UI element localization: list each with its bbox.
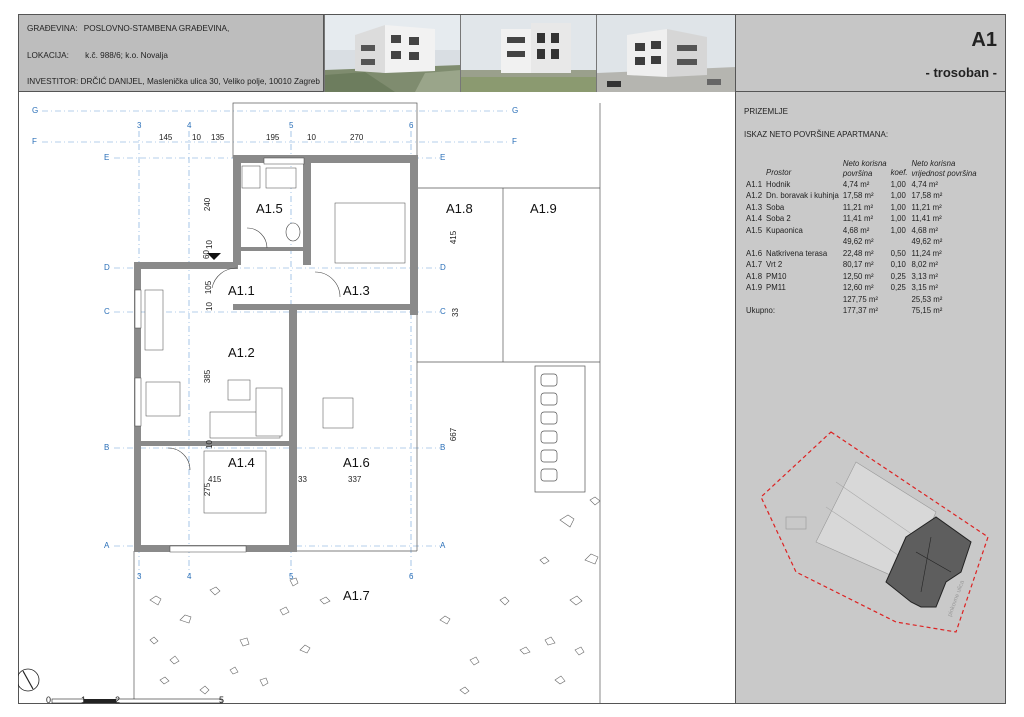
subtotal-row: 49,62 m² 49,62 m² [842,237,943,246]
dim-667: 667 [449,427,459,442]
grid-label-d-right: D [440,263,446,272]
site-key-plan [756,422,1001,652]
dim-415-vertical: 415 [449,230,459,245]
header-koef: koef. [890,168,908,177]
grid-label-6-bottom: 6 [409,572,414,581]
building-render-3 [596,15,736,92]
apartment-code: A1 [971,29,997,51]
dim-10c: 10 [204,240,214,249]
grid-label-a-left: A [104,541,110,550]
room-a1-4: A1.4 [228,455,255,470]
grid-label-b-right: B [440,443,446,452]
dim-415: 415 [208,475,222,484]
grid-label-3-top: 3 [137,121,142,130]
grid-label-e-right: E [440,153,446,162]
dim-145: 145 [159,133,173,142]
dim-33: 33 [298,475,307,484]
grid-label-d-left: D [104,263,110,272]
grid-label-6-top: 6 [409,121,414,130]
area-schedule-panel [735,92,1006,704]
street-label: pinkovne ulica [947,579,966,618]
room-a1-3: A1.3 [343,283,370,298]
dim-105: 105 [204,280,214,295]
grid-label-5-bottom: 5 [289,572,294,581]
grid-label-b-left: B [104,443,110,452]
dim-60: 60 [201,250,211,259]
project-info-block [18,14,324,92]
fixtures [135,158,405,552]
table-header-row [744,156,979,179]
location-row: LOKACIJA: k.č. 988/6; k.o. Novalja [27,51,168,60]
apartment-type: - trosoban - [925,65,997,80]
scale-bar [52,699,222,703]
grid-label-c-left: C [104,307,110,316]
grid-label-f-right: F [512,137,517,146]
header-neto: Neto korisna površina [842,158,887,178]
grid-label-3-bottom: 3 [137,572,142,581]
room-a1-2: A1.2 [228,345,255,360]
building-render-1 [324,15,461,92]
site-boundaries [134,103,600,704]
building-row: GRAĐEVINA: POSLOVNO-STAMBENA GRAĐEVINA, [27,24,230,33]
dim-385: 385 [203,369,213,384]
subtotal-row: 127,75 m² 25,53 m² [842,294,943,304]
building-render-1-image [325,15,461,92]
investor-row: INVESTITOR: DRČIĆ DANIJEL, Masleničkа ulica 30, Veliko polje, 10010 Zagreb [27,77,320,86]
dim-240: 240 [203,197,213,212]
building-render-2-image [461,15,597,92]
table-row: A1.6 Natkrivena terasa 22,48 m² 0,50 11,24 m² [746,248,942,258]
dim-135: 135 [211,133,225,142]
dim-10b: 10 [307,133,316,142]
scale-2: 2 [115,695,121,705]
table-row: A1.7 Vrt 2 80,17 m² 0,10 8,02 m² [746,260,938,269]
dim-10e: 10 [204,440,214,449]
table-row: A1.9 PM11 12,60 m² 0,25 3,15 m² [746,283,938,292]
header-prostor: Prostor [766,168,792,177]
scale-1: 1 [81,695,87,705]
room-a1-1: A1.1 [228,283,255,298]
apartment-title-block [735,14,1006,92]
room-a1-9: A1.9 [530,201,557,216]
room-a1-8: A1.8 [446,201,473,216]
room-a1-7: A1.7 [343,588,370,603]
grid-label-f-left: F [32,137,37,146]
room-a1-5: A1.5 [256,201,283,216]
dim-275: 275 [203,482,213,497]
building-render-3-image [597,15,736,92]
table-row: A1.2 Dn. boravak i kuhinja 17,58 m² 1,00 17,58 m² [746,191,943,200]
floor-label: PRIZEMLJE [744,107,789,116]
building-render-2 [460,15,597,92]
bike-racks [535,366,585,492]
header-vrijednost: Neto korisna vrijednost površina [911,158,977,178]
room-a1-6: A1.6 [343,455,370,470]
grid-label-5-top: 5 [289,121,294,130]
grid-label-4-bottom: 4 [187,572,192,581]
table-row: A1.4 Soba 2 11,41 m² 1,00 11,41 m² [746,214,942,223]
grid-label-e-left: E [104,153,110,162]
table-row: A1.5 Kupaonica 4,68 m² 1,00 4,68 m² [746,225,938,235]
total-row: Ukupno: 177,37 m² 75,15 m² [746,306,943,315]
grid-label-4-top: 4 [187,121,192,130]
grid-label-g-left: G [32,106,39,115]
garden-stones [150,497,600,694]
grid-label-c-right: C [440,307,446,316]
scale-0: 0 [46,695,52,705]
schedule-title: ISKAZ NETO POVRŠINE APARTMANA: [744,130,889,139]
area-table [744,156,979,317]
table-row: A1.1 Hodnik 4,74 m² 1,00 4,74 m² [746,179,938,189]
dim-270: 270 [350,133,364,142]
dim-337: 337 [348,475,362,484]
dim-195: 195 [266,133,280,142]
floor-plan [18,92,735,704]
dim-10a: 10 [192,133,201,142]
scale-5: 5 [219,695,225,705]
table-row: A1.3 Soba 11,21 m² 1,00 11,21 m² [746,202,942,212]
north-arrow-icon [18,669,39,691]
grid-label-a-right: A [440,541,446,550]
dim-33-vertical: 33 [450,308,460,317]
grid-label-g-right: G [512,106,519,115]
table-row: A1.8 PM10 12,50 m² 0,25 3,13 m² [746,271,938,281]
dim-10d: 10 [204,302,214,311]
